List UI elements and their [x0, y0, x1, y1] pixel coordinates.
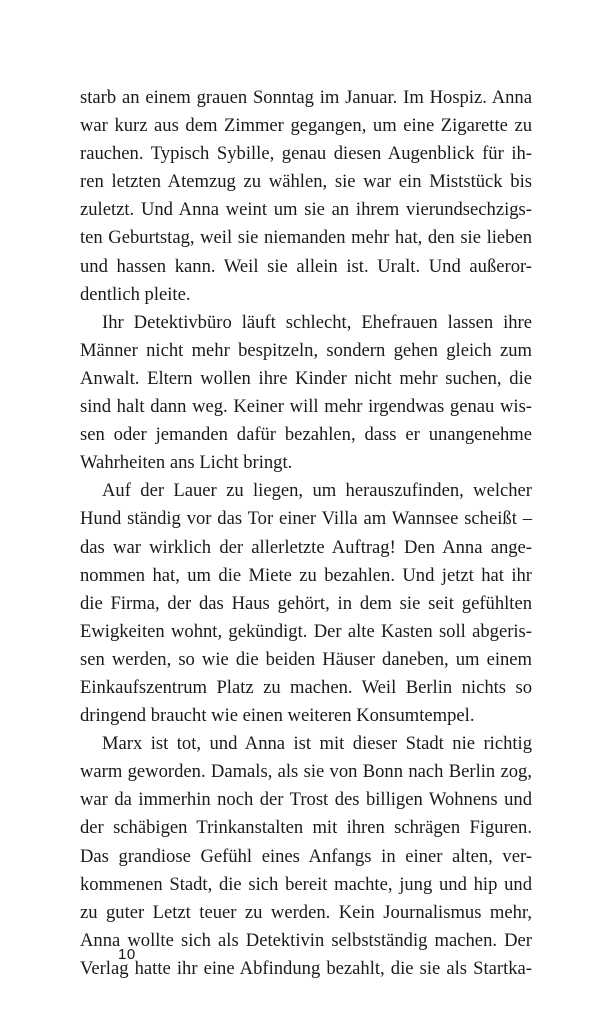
text-line: war kurz aus dem Zimmer gegangen, um eine Zigarette zu [80, 115, 532, 137]
text-line: Marx ist tot, und Anna ist mit dieser Stadt nie richtig [102, 733, 532, 755]
paragraph [80, 309, 532, 478]
text-line: warm geworden. Damals, als sie von Bonn nach Berlin zog, [80, 761, 532, 783]
text-line: der schäbigen Trinkanstalten mit ihren schrägen Figuren. [80, 817, 532, 839]
text-line: Hund ständig vor das Tor einer Villa am Wannsee scheißt – [80, 508, 532, 530]
text-line: und hassen kann. Weil sie allein ist. Uralt. Und außeror- [80, 255, 532, 277]
text-line: Das grandiose Gefühl eines Anfangs in einer alten, ver- [80, 845, 532, 867]
paragraph [80, 730, 532, 983]
text-line: nommen hat, um die Miete zu bezahlen. Und jetzt hat ihr [80, 564, 532, 586]
text-line: das war wirklich der allerletzte Auftrag! Den Anna ange- [80, 536, 532, 558]
text-line: sind halt dann weg. Keiner will mehr irgendwas genau wis- [80, 396, 532, 418]
text-line: die Firma, der das Haus gehört, in dem sie seit gefühlten [80, 592, 532, 614]
page-number: 10 [118, 946, 136, 963]
text-line: dringend braucht wie einen weiteren Konsumtempel. [80, 705, 475, 727]
text-line: rauchen. Typisch Sybille, genau diesen Augenblick für ih- [80, 143, 532, 165]
text-line: zu guter Letzt teuer zu werden. Kein Journalismus mehr, [80, 901, 532, 923]
paragraph [80, 84, 532, 309]
text-line: dentlich pleite. [80, 283, 191, 305]
text-line: war da immerhin noch der Trost des billigen Wohnens und [80, 789, 532, 811]
text-line: ten Geburtstag, weil sie niemanden mehr hat, den sie lieben [80, 227, 532, 249]
text-line: Männer nicht mehr bespitzeln, sondern gehen gleich zum [80, 339, 532, 361]
text-line: Anwalt. Eltern wollen ihre Kinder nicht mehr suchen, die [80, 367, 532, 389]
text-line: ren letzten Atemzug zu wählen, sie war ein Miststück bis [80, 171, 532, 193]
text-line: Einkaufszentrum Platz zu machen. Weil Berlin nichts so [80, 676, 532, 698]
text-line: Ihr Detektivbüro läuft schlecht, Ehefrauen lassen ihre [102, 311, 532, 333]
text-line: Wahrheiten ans Licht bringt. [80, 452, 293, 474]
text-line: zuletzt. Und Anna weint um sie an ihrem vierundsechzigs- [80, 199, 532, 221]
text-line: starb an einem grauen Sonntag im Januar. Im Hospiz. Anna [80, 87, 532, 108]
text-line: Auf der Lauer zu liegen, um herauszufinden, welcher [102, 480, 532, 502]
text-line: kommenen Stadt, die sich bereit machte, jung und hip und [80, 873, 532, 895]
body-text [80, 84, 532, 983]
text-line: sen oder jemanden dafür bezahlen, dass er unangenehme [80, 424, 532, 446]
text-line: sen werden, so wie die beiden Häuser daneben, um einem [80, 648, 532, 670]
text-line: Verlag hatte ihr eine Abfindung bezahlt, die sie als Startka- [80, 957, 532, 979]
text-line: Ewigkeiten wohnt, gekündigt. Der alte Kasten soll abgeris- [80, 620, 532, 642]
text-line: Anna wollte sich als Detektivin selbstständig machen. Der [80, 929, 532, 951]
paragraph [80, 477, 532, 730]
